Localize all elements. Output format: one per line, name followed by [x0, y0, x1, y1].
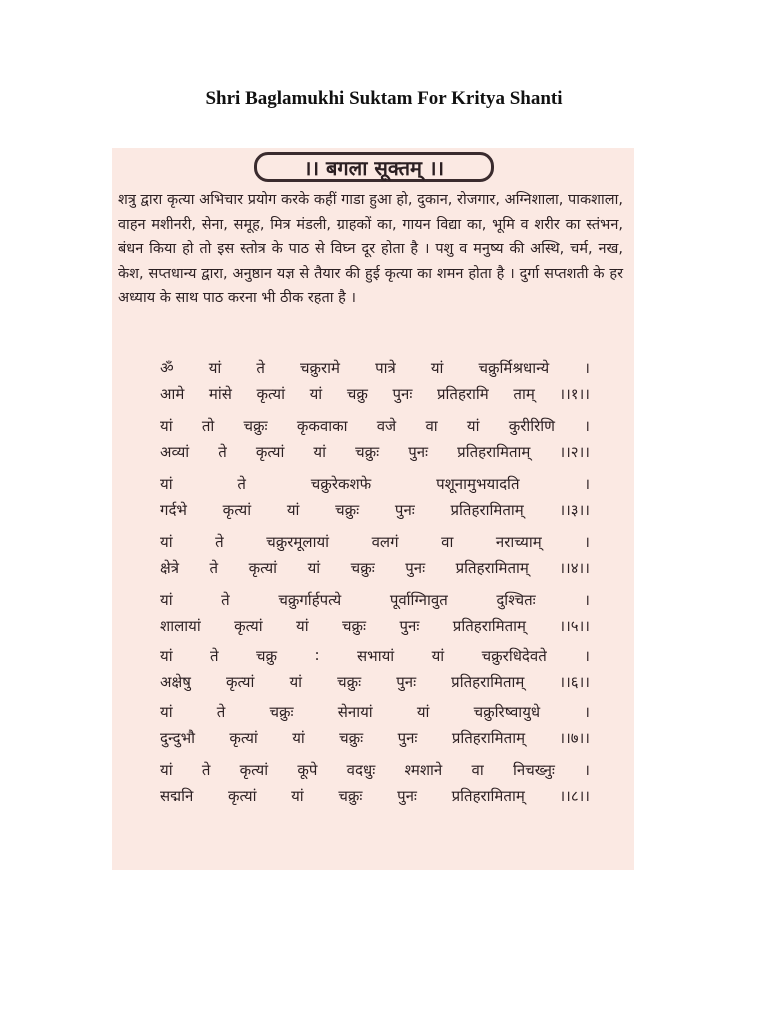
verse-line: ॐ यां ते चक्रुरामे पात्रे यां चक्रुर्मिश्रधान्ये । — [160, 359, 590, 377]
verse-line: अक्षेषु कृत्यां यां चक्रुः पुनः प्रतिहरामिताम् ।।६।। — [160, 673, 590, 691]
verse-line: आमे मांसे कृत्यां यां चक्रु पुनः प्रतिहरामि ताम् ।।१।। — [160, 385, 590, 403]
verse-line: यां ते चक्रुरमूलायां वलगं वा नराच्याम् । — [160, 533, 590, 551]
verse-line: यां ते चक्रु : सभायां यां चक्रुरधिदेवते । — [160, 646, 590, 665]
intro-paragraph: शत्रु द्वारा कृत्या अभिचार प्रयोग करके कहीं गाडा हुआ हो, दुकान, रोजगार, अग्निशाला, पाकशाला, वाहन मशीनरी, सेना, समूह, मित्र मंडली, ग्राहकों का, गायन विद्या का, भूमि व शरीर का स्तंभन, बंधन किया हो तो इस स्तोत्र के पाठ से विघ्न दूर होता है । पशु व मनुष्य की अस्थि, चर्म, नख, केश, सप्तधान्य द्वारा, अनुष्ठान यज्ञ से तैयार की हुई कृत्या का शमन होता है । दुर्गा सप्तशती के हर अध्याय के साथ पाठ करना भी ठीक रहता है । — [118, 192, 623, 306]
suktam-heading: ।। बगला सूक्तम् ।। — [254, 152, 494, 182]
verse-line: दुन्दुभौ कृत्यां यां चक्रुः पुनः प्रतिहरामिताम् ।।७।। — [160, 729, 590, 747]
verse-line: यां ते चक्रुः सेनायां यां चक्रुरिष्वायुधे । — [160, 703, 590, 721]
page-title: Shri Baglamukhi Suktam For Kritya Shanti — [205, 88, 563, 109]
verse-line: यां ते चक्रुरेकशफे पशूनामुभयादति । — [160, 475, 590, 493]
verse-line: अव्यां ते कृत्यां यां चक्रुः पुनः प्रतिहरामिताम् ।।२।। — [160, 443, 590, 461]
verse-line: सद्मनि कृत्यां यां चक्रुः पुनः प्रतिहरामिताम् ।।८।। — [160, 787, 590, 805]
verse-line: क्षेत्रे ते कृत्यां यां चक्रुः पुनः प्रतिहरामिताम् ।।४।। — [160, 559, 590, 577]
scanned-page — [112, 148, 634, 870]
verse-line: यां ते चक्रुर्गार्हपत्ये पूर्वाग्निावुत दुश्चितः । — [160, 591, 590, 609]
verse-line: गर्दभे कृत्यां यां चक्रुः पुनः प्रतिहरामिताम् ।।३।। — [160, 501, 590, 519]
verse-line: शालायां कृत्यां यां चक्रुः पुनः प्रतिहरामिताम् ।।५।। — [160, 617, 590, 635]
verse-line: यां तो चक्रुः कृकवाका वजे वा यां कुरीरिणि । — [160, 417, 590, 435]
verse-line: यां ते कृत्यां कूपे वदधुः श्मशाने वा निचख्नुः । — [160, 761, 590, 779]
